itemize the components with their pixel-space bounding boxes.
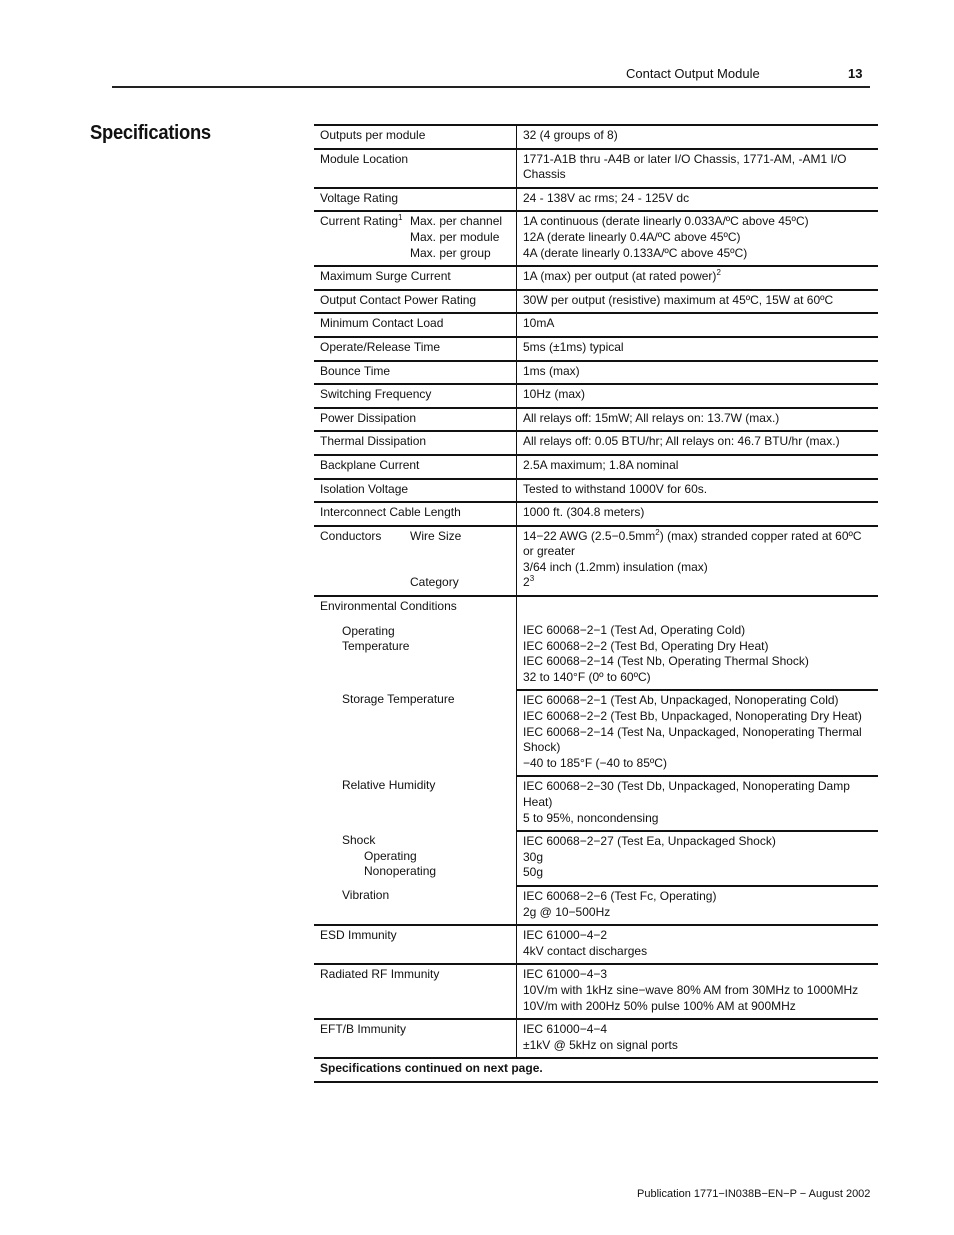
spec-value: 30W per output (resistive) maximum at 45ºC, 15W at 60ºC (517, 290, 879, 314)
spec-label: Interconnect Cable Length (314, 502, 517, 526)
spec-value (517, 964, 879, 1019)
sub-label: Wire Size (410, 528, 462, 543)
sub-label: Max. per channel (410, 214, 503, 229)
spec-value: 1000 ft. (304.8 meters) (517, 502, 879, 526)
spec-label: Thermal Dissipation (314, 431, 517, 455)
sub-label: Temperature (342, 639, 410, 654)
spec-row-power-dissipation (314, 408, 878, 432)
value-line: −40 to 185°F (−40 to 85ºC) (523, 755, 667, 770)
spec-value (517, 925, 879, 964)
spec-value (517, 596, 879, 690)
value-line: 10V/m with 1kHz sine−wave 80% AM from 30MHz to 1000MHz (523, 982, 859, 997)
spec-row-vibration (314, 886, 878, 925)
value-line: 3/64 inch (1.2mm) insulation (max) (523, 559, 708, 574)
value-line: IEC 60068−2−2 (Test Bd, Operating Dry Heat) (523, 638, 769, 653)
value-line: IEC 60068−2−2 (Test Bb, Unpackaged, Nonoperating Dry Heat) (523, 709, 862, 724)
spec-label (314, 690, 517, 776)
spec-row-location (314, 149, 878, 188)
spec-label (314, 526, 517, 596)
spec-row-bounce (314, 361, 878, 385)
value-line: 4A (derate linearly 0.133A/ºC above 45ºC) (523, 245, 748, 260)
spec-label: Switching Frequency (314, 384, 517, 408)
value-text: 1A (max) per output (at rated power) (523, 269, 717, 284)
section-title: Specifications (90, 122, 211, 144)
spec-value: All relays off: 0.05 BTU/hr; All relays on: 46.7 BTU/hr (max.) (517, 431, 879, 455)
spec-row-rf (314, 964, 878, 1019)
current-rating-label: Current Rating (320, 214, 399, 229)
conductors-label: Conductors (320, 528, 382, 543)
value-line: IEC 61000−4−3 (523, 967, 608, 982)
value-text: 14−22 AWG (2.5−0.5mm (523, 528, 656, 543)
spec-label: Isolation Voltage (314, 479, 517, 503)
continued-note: Specifications continued on next page. (314, 1058, 878, 1082)
page-number: 13 (848, 66, 863, 81)
spec-label: Module Location (314, 149, 517, 188)
spec-label (314, 211, 517, 266)
spec-value: 10mA (517, 313, 879, 337)
value-line: IEC 60068−2−14 (Test Na, Unpackaged, Nonoperating Thermal Shock) (523, 724, 862, 755)
spec-value (517, 690, 879, 776)
spec-row-esd (314, 925, 878, 964)
sub-label: Max. per group (410, 245, 491, 260)
spec-row-min-load (314, 313, 878, 337)
sub-label: Operating (342, 623, 395, 638)
spec-value (517, 831, 879, 886)
spec-label: ESD Immunity (314, 925, 517, 964)
spec-label (314, 886, 517, 925)
spec-label: Backplane Current (314, 455, 517, 479)
publication-footer: Publication 1771−IN038B−EN−P − August 2002 (637, 1188, 871, 1200)
spec-value: 2.5A maximum; 1.8A nominal (517, 455, 879, 479)
spec-row-humidity (314, 776, 878, 831)
spec-label: Voltage Rating (314, 188, 517, 212)
value-line: 50g (523, 865, 544, 880)
spec-value (517, 526, 879, 596)
footnote-ref: 1 (398, 213, 403, 223)
specifications-table (314, 124, 878, 1083)
spec-row-isolation (314, 479, 878, 503)
spec-value: 1771-A1B thru -A4B or later I/O Chassis, 1771-AM, -AM1 I/O Chassis (517, 149, 879, 188)
sub-label: Max. per module (410, 229, 500, 244)
spec-value (517, 266, 879, 290)
spec-label: Outputs per module (314, 125, 517, 149)
spec-row-thermal (314, 431, 878, 455)
spec-label (314, 776, 517, 831)
spec-row-shock (314, 831, 878, 886)
value-line: IEC 60068−2−14 (Test Nb, Operating Thermal Shock) (523, 654, 809, 669)
spec-label: Bounce Time (314, 361, 517, 385)
spec-label: EFT/B Immunity (314, 1019, 517, 1058)
spec-row-storage (314, 690, 878, 776)
spec-label: Minimum Contact Load (314, 313, 517, 337)
spec-label: Power Dissipation (314, 408, 517, 432)
value-line: 2g @ 10−500Hz (523, 904, 611, 919)
value-text: 2 (523, 575, 530, 590)
value-line (523, 529, 872, 560)
sub-label: Vibration (342, 887, 390, 902)
value-line: IEC 60068−2−6 (Test Fc, Operating) (523, 888, 717, 903)
value-line (523, 575, 872, 591)
spec-value (517, 211, 879, 266)
value-line: 5 to 95%, noncondensing (523, 810, 659, 825)
running-header-title: Contact Output Module (626, 66, 760, 81)
spec-label (314, 831, 517, 886)
sub-label: Category (410, 575, 459, 590)
value-line: IEC 60068−2−27 (Test Ea, Unpackaged Shock) (523, 834, 776, 849)
spec-row-switching (314, 384, 878, 408)
spec-row-eft (314, 1019, 878, 1058)
spec-value (517, 886, 879, 925)
header-rule (112, 86, 870, 88)
spec-label: Maximum Surge Current (314, 266, 517, 290)
value-line: IEC 60068−2−30 (Test Db, Unpackaged, Nonoperating Damp Heat) (523, 779, 850, 809)
spec-row-power-rating (314, 290, 878, 314)
sub-label: Operating (364, 848, 417, 863)
value-line: IEC 60068−2−1 (Test Ad, Operating Cold) (523, 623, 746, 638)
footnote-ref: 3 (529, 574, 535, 584)
spec-label: Output Contact Power Rating (314, 290, 517, 314)
superscript: 2 (655, 527, 660, 537)
spec-row-outputs (314, 125, 878, 149)
value-line: ±1kV @ 5kHz on signal ports (523, 1037, 678, 1052)
spec-row-environmental (314, 596, 878, 690)
spec-row-current-rating (314, 211, 878, 266)
value-line: 12A (derate linearly 0.4A/ºC above 45ºC) (523, 229, 741, 244)
footnote-ref: 2 (716, 268, 721, 278)
sub-label: Shock (342, 833, 376, 848)
sub-label: Relative Humidity (342, 778, 436, 793)
value-line: 4kV contact discharges (523, 943, 648, 958)
value-line: 10V/m with 200Hz 50% pulse 100% AM at 900MHz (523, 998, 796, 1013)
sub-label: Storage Temperature (342, 692, 455, 707)
spec-label (314, 596, 517, 690)
spec-value (517, 776, 879, 831)
value-line: 30g (523, 849, 544, 864)
spec-value: 5ms (±1ms) typical (517, 337, 879, 361)
spec-row-operate (314, 337, 878, 361)
spec-label: Operate/Release Time (314, 337, 517, 361)
spec-row-cable (314, 502, 878, 526)
spec-value: 32 (4 groups of 8) (517, 125, 879, 149)
sub-label: Nonoperating (364, 864, 437, 879)
value-line: IEC 61000−4−4 (523, 1022, 608, 1037)
spec-row-conductors (314, 526, 878, 596)
spec-value: Tested to withstand 1000V for 60s. (517, 479, 879, 503)
spec-value: 10Hz (max) (517, 384, 879, 408)
spec-row-backplane (314, 455, 878, 479)
spec-value: 1ms (max) (517, 361, 879, 385)
spec-value (517, 1019, 879, 1058)
spec-row-surge (314, 266, 878, 290)
value-text: ) (max) stranded copper rated at 60ºC or greater (523, 528, 862, 559)
env-label: Environmental Conditions (320, 599, 457, 614)
spec-label: Radiated RF Immunity (314, 964, 517, 1019)
spec-value: 24 - 138V ac rms; 24 - 125V dc (517, 188, 879, 212)
value-line: IEC 60068−2−1 (Test Ab, Unpackaged, Nonoperating Cold) (523, 693, 839, 708)
spec-row-voltage (314, 188, 878, 212)
spec-row-continued (314, 1058, 878, 1082)
value-line: IEC 61000−4−2 (523, 928, 608, 943)
value-line: 1A continuous (derate linearly 0.033A/ºC above 45ºC) (523, 214, 809, 229)
spec-value: All relays off: 15mW; All relays on: 13.7W (max.) (517, 408, 879, 432)
value-line: 32 to 140°F (0º to 60ºC) (523, 669, 651, 684)
